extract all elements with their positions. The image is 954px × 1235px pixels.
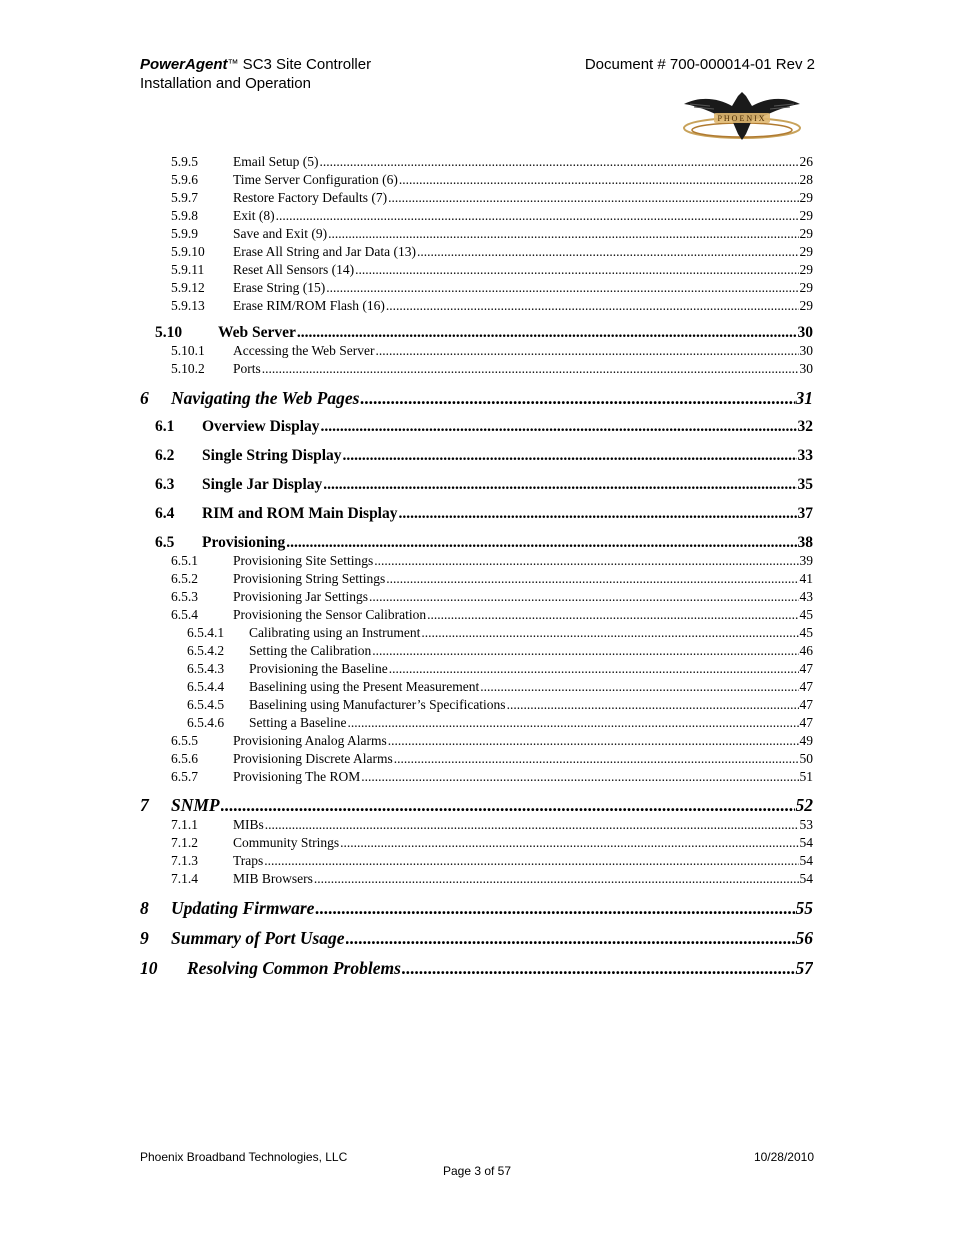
toc-entry-number: 6.4 (155, 505, 175, 522)
toc-entry[interactable] (140, 360, 813, 378)
toc-entry-number: 6.5.1 (171, 553, 198, 568)
toc-entry[interactable] (140, 225, 813, 243)
toc-entry-page: 29 (799, 226, 813, 241)
toc-entry[interactable] (140, 446, 813, 465)
toc-entry[interactable] (140, 714, 813, 732)
toc-dot-leader (346, 927, 795, 949)
toc-entry-number: 6.2 (155, 447, 175, 464)
toc-entry-number: 7.1.2 (171, 835, 198, 850)
toc-entry-number: 10 (140, 958, 158, 978)
toc-entry-title: Updating Firmware (171, 898, 315, 918)
toc-entry[interactable] (140, 696, 813, 714)
toc-dot-leader (297, 323, 797, 342)
toc-entry-page: 41 (799, 571, 813, 586)
toc-entry-title: Provisioning the Baseline (249, 661, 388, 676)
toc-entry-number: 5.10.1 (171, 343, 205, 358)
toc-entry-number: 7.1.3 (171, 853, 198, 868)
toc-entry[interactable] (140, 243, 813, 261)
toc-entry-page: 45 (799, 607, 813, 622)
toc-entry-number: 5.9.10 (171, 244, 205, 259)
toc-entry-title: Accessing the Web Server (233, 343, 375, 358)
toc-entry-number: 7 (140, 795, 149, 815)
footer-date: 10/28/2010 (753, 1150, 814, 1164)
toc-dot-leader (340, 834, 798, 852)
toc-entry[interactable] (140, 816, 813, 834)
toc-entry[interactable] (140, 870, 813, 888)
toc-entry-title: Time Server Configuration (6) (233, 172, 398, 187)
toc-entry[interactable] (140, 552, 813, 570)
toc-entry-title: MIB Browsers (233, 871, 313, 886)
toc-dot-leader (262, 360, 799, 378)
toc-entry-title: Erase All String and Jar Data (13) (233, 244, 416, 259)
toc-dot-leader (343, 446, 797, 465)
toc-entry-page: 29 (799, 262, 813, 277)
toc-entry-title: Calibrating using an Instrument (249, 625, 421, 640)
page-header-left (140, 56, 371, 93)
toc-dot-leader (221, 794, 795, 816)
toc-entry-title: Provisioning Analog Alarms (233, 733, 387, 748)
toc-entry-page: 30 (799, 343, 813, 358)
toc-entry-number: 6.5.6 (171, 751, 198, 766)
toc-dot-leader (399, 504, 797, 523)
toc-dot-leader (386, 297, 799, 315)
phoenix-logo (680, 90, 804, 142)
toc-dot-leader (389, 660, 799, 678)
toc-entry-page: 29 (799, 298, 813, 313)
toc-entry-title: Overview Display (202, 418, 320, 435)
toc-entry-number: 6.5.4.5 (187, 697, 225, 712)
toc-entry-number: 9 (140, 928, 149, 948)
toc-dot-leader (402, 957, 795, 979)
toc-entry-title: Web Server (218, 324, 296, 341)
toc-entry-title: Provisioning String Settings (233, 571, 386, 586)
toc-dot-leader (323, 475, 796, 494)
brand-name: PowerAgent (140, 56, 228, 73)
toc-entry-title: Setting a Baseline (249, 715, 347, 730)
toc-dot-leader (388, 189, 798, 207)
toc-entry-page: 51 (799, 769, 813, 784)
toc-entry-title: Provisioning Jar Settings (233, 589, 369, 604)
toc-dot-leader (372, 642, 798, 660)
toc-entry[interactable] (140, 387, 813, 409)
toc-entry-number: 5.9.6 (171, 172, 198, 187)
toc-entry-page: 47 (799, 697, 813, 712)
toc-entry[interactable] (140, 342, 813, 360)
toc-entry-page: 30 (797, 324, 813, 341)
toc-entry[interactable] (140, 660, 813, 678)
toc-entry-title: Reset All Sensors (14) (233, 262, 355, 277)
toc-entry[interactable] (140, 606, 813, 624)
toc-entry-number: 5.9.5 (171, 154, 198, 169)
toc-entry-title: Provisioning the Sensor Calibration (233, 607, 427, 622)
toc-entry-number: 7.1.1 (171, 817, 198, 832)
toc-dot-leader (264, 852, 798, 870)
toc-entry-page: 35 (797, 476, 813, 493)
toc-entry-number: 5.9.7 (171, 190, 198, 205)
toc-entry[interactable] (140, 570, 813, 588)
toc-entry-page: 30 (799, 361, 813, 376)
toc-entry[interactable] (140, 927, 813, 949)
toc-entry-number: 6.5 (155, 534, 175, 551)
toc-entry-number: 7.1.4 (171, 871, 198, 886)
toc-entry-number: 5.10 (155, 324, 183, 341)
toc-entry-page: 37 (797, 505, 813, 522)
header-subtitle: Installation and Operation (140, 75, 311, 92)
toc-entry-title: Erase RIM/ROM Flash (16) (233, 298, 385, 313)
toc-entry[interactable] (140, 297, 813, 315)
toc-entry-page: 49 (799, 733, 813, 748)
toc-entry-page: 31 (795, 388, 813, 408)
toc-dot-leader (376, 342, 799, 360)
toc-entry[interactable] (140, 588, 813, 606)
toc-entry-page: 28 (799, 172, 813, 187)
toc-entry-number: 5.9.11 (171, 262, 205, 277)
toc-entry-page: 47 (799, 679, 813, 694)
toc-dot-leader (265, 816, 799, 834)
toc-entry-page: 39 (799, 553, 813, 568)
toc-entry-title: SNMP (171, 795, 220, 815)
toc-entry[interactable] (140, 533, 813, 552)
toc-entry-page: 47 (799, 661, 813, 676)
toc-entry[interactable] (140, 897, 813, 919)
toc-entry-number: 6.5.4 (171, 607, 198, 622)
toc-entry[interactable] (140, 732, 813, 750)
toc-entry[interactable] (140, 189, 813, 207)
toc-dot-leader (286, 533, 796, 552)
toc-entry-title: Ports (233, 361, 261, 376)
toc-entry-number: 6.5.4.6 (187, 715, 225, 730)
toc-entry-page: 29 (799, 244, 813, 259)
toc-dot-leader (421, 624, 798, 642)
toc-entry[interactable] (140, 153, 813, 171)
toc-entry-title: Traps (233, 853, 264, 868)
footer-page-number: Page 3 of 57 (442, 1164, 512, 1178)
toc-entry-page: 54 (799, 871, 813, 886)
toc-entry[interactable] (140, 323, 813, 342)
toc-entry-title: Baselining using Manufacturer’s Specifications (249, 697, 506, 712)
toc-entry-title: Single String Display (202, 447, 342, 464)
toc-entry-page: 43 (799, 589, 813, 604)
table-of-contents (140, 153, 813, 979)
toc-entry-title: Single Jar Display (202, 476, 323, 493)
toc-dot-leader (369, 588, 798, 606)
toc-entry-title: RIM and ROM Main Display (202, 505, 398, 522)
toc-entry-title: Resolving Common Problems (187, 958, 401, 978)
toc-entry-title: Restore Factory Defaults (7) (233, 190, 388, 205)
toc-entry-title: Erase String (15) (233, 280, 326, 295)
toc-entry-page: 52 (795, 795, 813, 815)
toc-entry[interactable] (140, 678, 813, 696)
toc-entry-page: 29 (799, 190, 813, 205)
toc-entry-number: 6.5.7 (171, 769, 198, 784)
toc-entry[interactable] (140, 504, 813, 523)
toc-dot-leader (360, 387, 794, 409)
toc-entry-number: 5.9.9 (171, 226, 198, 241)
toc-entry-number: 6 (140, 388, 149, 408)
toc-entry-page: 57 (795, 958, 813, 978)
toc-entry-page: 54 (799, 835, 813, 850)
toc-entry-number: 5.9.13 (171, 298, 205, 313)
toc-entry-number: 6.5.4.4 (187, 679, 225, 694)
toc-entry[interactable] (140, 642, 813, 660)
toc-dot-leader (319, 153, 798, 171)
toc-entry-title: Provisioning The ROM (233, 769, 361, 784)
toc-entry-number: 5.9.8 (171, 208, 198, 223)
toc-entry-page: 46 (799, 643, 813, 658)
toc-entry[interactable] (140, 207, 813, 225)
toc-entry-number: 5.10.2 (171, 361, 205, 376)
toc-entry-title: Save and Exit (9) (233, 226, 328, 241)
logo-text: PHOENIX (717, 114, 767, 123)
toc-dot-leader (321, 417, 797, 436)
toc-entry-page: 29 (799, 280, 813, 295)
toc-dot-leader (347, 714, 798, 732)
toc-entry[interactable] (140, 171, 813, 189)
toc-entry-title: Exit (8) (233, 208, 275, 223)
toc-dot-leader (399, 171, 799, 189)
toc-entry-page: 47 (799, 715, 813, 730)
header-product-line (140, 56, 371, 75)
toc-dot-leader (361, 768, 798, 786)
toc-entry-number: 6.5.4.3 (187, 661, 225, 676)
toc-dot-leader (276, 207, 799, 225)
toc-entry[interactable] (140, 750, 813, 768)
toc-entry-title: Provisioning Site Settings (233, 553, 374, 568)
toc-entry-title: Baselining using the Present Measurement (249, 679, 480, 694)
toc-dot-leader (314, 870, 799, 888)
toc-entry-title: Email Setup (5) (233, 154, 319, 169)
toc-dot-leader (374, 552, 798, 570)
toc-dot-leader (394, 750, 799, 768)
toc-entry[interactable] (140, 279, 813, 297)
toc-entry-page: 56 (795, 928, 813, 948)
toc-entry-title: Provisioning (202, 534, 286, 551)
toc-dot-leader (507, 696, 799, 714)
toc-entry-page: 50 (799, 751, 813, 766)
toc-entry-page: 26 (799, 154, 813, 169)
toc-entry[interactable] (140, 624, 813, 642)
toc-entry-page: 45 (799, 625, 813, 640)
toc-entry-number: 6.5.5 (171, 733, 198, 748)
toc-entry[interactable] (140, 957, 813, 979)
toc-entry-number: 6.5.2 (171, 571, 198, 586)
toc-entry-number: 5.9.12 (171, 280, 205, 295)
toc-entry-page: 55 (795, 898, 813, 918)
toc-dot-leader (315, 897, 794, 919)
toc-entry-title: Community Strings (233, 835, 340, 850)
toc-entry-page: 38 (797, 534, 813, 551)
toc-dot-leader (328, 225, 798, 243)
toc-dot-leader (386, 570, 798, 588)
toc-entry-number: 6.1 (155, 418, 175, 435)
toc-entry[interactable] (140, 852, 813, 870)
toc-dot-leader (480, 678, 798, 696)
toc-dot-leader (326, 279, 798, 297)
document-number: Document # 700-000014-01 Rev 2 (584, 56, 815, 73)
toc-dot-leader (427, 606, 798, 624)
toc-entry[interactable] (140, 768, 813, 786)
toc-dot-leader (417, 243, 799, 261)
toc-entry[interactable] (140, 834, 813, 852)
toc-entry-page: 33 (797, 447, 813, 464)
toc-entry-title: MIBs (233, 817, 264, 832)
footer-company: Phoenix Broadband Technologies, LLC (140, 1150, 348, 1164)
toc-entry-number: 6.3 (155, 476, 175, 493)
toc-entry[interactable] (140, 417, 813, 436)
toc-entry-number: 8 (140, 898, 149, 918)
toc-entry-number: 6.5.4.1 (187, 625, 225, 640)
toc-entry-page: 29 (799, 208, 813, 223)
toc-entry-page: 54 (799, 853, 813, 868)
toc-entry-title: Navigating the Web Pages (171, 388, 360, 408)
toc-entry-number: 6.5.3 (171, 589, 198, 604)
toc-entry-page: 32 (797, 418, 813, 435)
toc-entry-page: 53 (799, 817, 813, 832)
toc-entry-title: Provisioning Discrete Alarms (233, 751, 393, 766)
toc-dot-leader (355, 261, 798, 279)
toc-entry-title: Setting the Calibration (249, 643, 372, 658)
toc-entry[interactable] (140, 261, 813, 279)
trademark-symbol: ™ (227, 58, 239, 70)
toc-entry[interactable] (140, 794, 813, 816)
toc-entry[interactable] (140, 475, 813, 494)
toc-entry-title: Summary of Port Usage (171, 928, 345, 948)
toc-dot-leader (388, 732, 799, 750)
toc-entry-number: 6.5.4.2 (187, 643, 225, 658)
product-name: SC3 Site Controller (238, 56, 372, 73)
